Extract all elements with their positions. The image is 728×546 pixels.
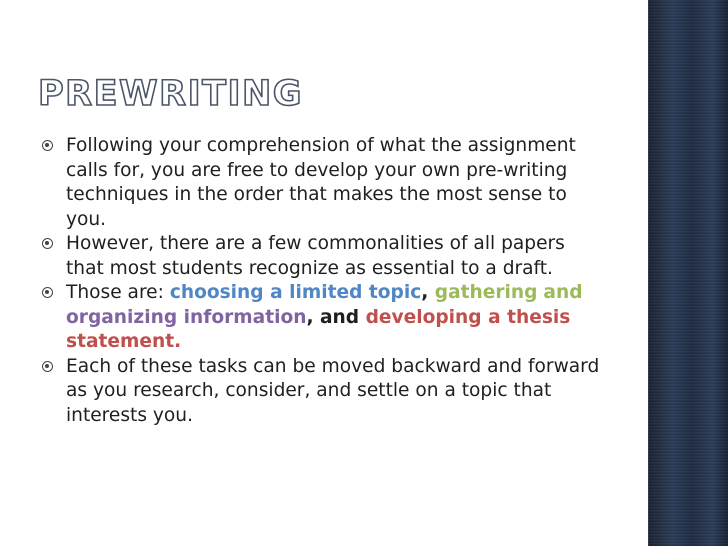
bullet-text: Following your comprehension of what the assignment calls for, you are free to develop your own pre-writing techniques in the order that makes the most sense to you. [66, 135, 576, 230]
decorative-side-band [649, 0, 728, 546]
circle-dot-bullet-icon [42, 361, 53, 372]
separator-and: , and [306, 306, 366, 328]
slide-title: PREWRITING [38, 74, 304, 114]
highlight-developing-thesis: developing a thesis statement. [66, 306, 571, 352]
separator-comma: , [421, 282, 435, 303]
band-divider [648, 0, 649, 546]
circle-dot-bullet-icon [42, 140, 53, 151]
bullet-list [42, 134, 602, 428]
highlight-organizing-information: organizing information [66, 306, 307, 328]
circle-dot-bullet-icon [42, 238, 53, 249]
highlight-and: and [543, 282, 583, 303]
bullet-item-3 [42, 281, 602, 355]
bullet-text: However, there are a few commonalities of all papers that most students recognize as essential to a draft. [66, 233, 565, 279]
bullet-text: Each of these tasks can be moved backward and forward as you research, consider, and settle on a topic that interests you. [66, 355, 600, 426]
bullet-item-4 [42, 355, 602, 429]
highlight-gathering: gathering [434, 282, 538, 303]
bullet-item-2 [42, 232, 602, 281]
bullet-text-prefix: Those are: [66, 282, 170, 303]
bullet-item-1 [42, 134, 602, 232]
circle-dot-bullet-icon [42, 287, 53, 298]
highlight-choosing-topic: choosing a limited topic [169, 282, 422, 303]
